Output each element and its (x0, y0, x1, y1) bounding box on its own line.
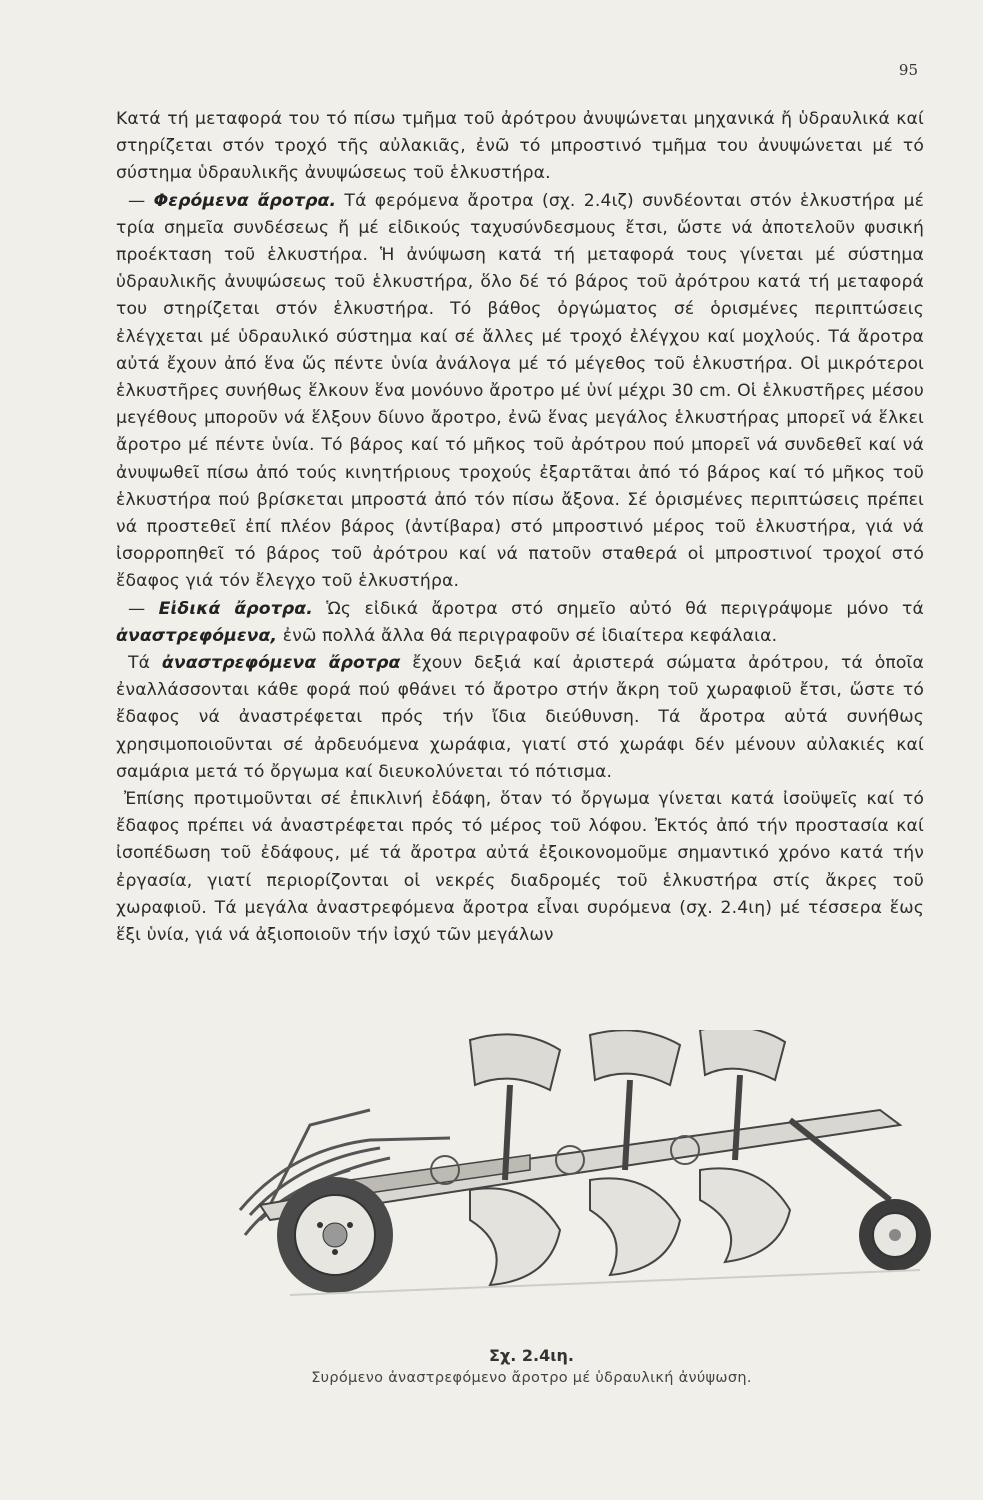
paragraph-1: Κατά τή μεταφορά του τό πίσω τμῆμα τοῦ ἀρότρου ἀνυψώνεται μηχανικά ἤ ὑδραυλικά καί στηρίζεται στόν τροχό τῆς αὐλακιᾶς, ἐνῶ τό μπροστινό τμῆμα του ἀνυψώνεται μέ τό σύστημα ὑδραυλικῆς ἀνυψώσεως τοῦ ἑλκυστήρα. (116, 109, 924, 184)
paragraph-5: Ἐπίσης προτιμοῦνται σέ ἐπικλινή ἐδάφη, ὅταν τό ὄργωμα γίνεται κατά ἰσοϋψεῖς καί τό ἔδαφος πρέπει νά ἀναστρέφεται πρός τό μέρος τοῦ λόφου. Ἐκτός ἀπό τήν προστασία καί ἰσοπέδωση τοῦ ἐδάφους, μέ τά ἄροτρα αὐτά ἐξοικονομοῦμε σημαντικό χρόνο κατά τήν ἐργασία, γιατί περιορίζονται οἱ νεκρές διαδρομές τοῦ ἑλκυστήρα στίς ἄκρες τοῦ χωραφιοῦ. Τά μεγάλα ἀναστρεφόμενα ἄροτρα εἶναι συρόμενα (σχ. 2.4ιη) μέ τέσσερα ἕως ἕξι ὑνία, γιά νά ἀξιοποιοῦν τήν ἰσχύ τῶν μεγάλων (116, 789, 924, 946)
figure-label: Σχ. 2.4ιη. (489, 1346, 574, 1365)
section-heading-special-ploughs: Εἰδικά ἄροτρα. (158, 598, 313, 619)
plough-illustration (230, 1030, 935, 1330)
body-text (116, 106, 924, 949)
emphasis-reversible: ἀναστρεφόμενα, (116, 625, 278, 646)
wheel-rear (859, 1199, 931, 1271)
plough-drawing (230, 1030, 935, 1330)
paragraph-4-text-a: Τά (128, 653, 162, 674)
wheel-left (277, 1177, 393, 1293)
paragraph-3-text-b: ἐνῶ πολλά ἄλλα θά περιγραφοῦν σέ ἰδιαίτερα κεφάλαια. (277, 625, 778, 646)
paragraph-4-text-b: ἔχουν δεξιά καί ἀριστερά σώματα ἀρότρου, τά ὁποῖα ἐναλλάσσονται κάθε φορά πού φθάνει τό ἄροτρο στήν ἄκρη τοῦ χωραφιοῦ ἔτσι, ὥστε τό ἔδαφος νά ἀναστρέφεται πρός τήν ἴδια διεύθυνση. Τά ἄροτρα αὐτά συνήθως χρησιμοποιοῦνται σέ ἀρδευόμενα χωράφια, γιατί στό χωράφι δέν μένουν αὐλακιές καί σαμάρια μετά τό ὄργωμα καί διευκολύνεται τό πότισμα. (116, 653, 924, 782)
paragraph-3-text-a: Ὡς εἰδικά ἄροτρα στό σημεῖο αὐτό θά περιγράψομε μόνο τά (312, 598, 924, 619)
dash: — (128, 190, 154, 211)
paragraph-3 (116, 596, 924, 650)
emphasis-reversible-ploughs: ἀναστρεφόμενα ἄροτρα (161, 653, 401, 674)
paragraph-4 (116, 650, 924, 786)
figure-caption: Συρόμενο ἀναστρεφόμενο ἄροτρο μέ ὑδραυλική ἀνύψωση. (311, 1370, 752, 1386)
paragraph-2 (116, 188, 924, 596)
page-number: 95 (898, 61, 918, 79)
paragraph-2-text: Τά φερόμενα ἄροτρα (σχ. 2.4ιζ) συνδέονται στόν ἑλκυστήρα μέ τρία σημεῖα συνδέσεως ἤ μέ εἰδικούς ταχυσύνδεσμους ἔτσι, ὥστε νά ἀποτελοῦν φυσική προέκταση τοῦ ἑλκυστήρα. Ἡ ἀνύψωση κατά τή μεταφορά τους γίνεται μέ σύστημα ὑδραυλικῆς ἀνυψώσεως τοῦ ἑλκυστήρα, ὅλο δέ τό βάρος τοῦ ἀρότρου κατά τή μεταφορά του στηρίζεται στόν ἑλκυστήρα. Τό βάθος ὀργώματος σέ ὁρισμένες περιπτώσεις ἐλέγχεται μέ ὑδραυλικό σύστημα καί σέ ἄλλες μέ τροχό ἐλέγχου καί μοχλούς. Τά ἄροτρα αὐτά ἔχουν ἀπό ἕνα ὥς πέντε ὑνία ἀνάλογα μέ τό μέγεθος τοῦ ἑλκυστήρα. Οἱ μικρότεροι ἑλκυστῆρες συνήθως ἕλκουν ἕνα μονόυνο ἄροτρο μέ ὑνί μέχρι 30 cm. Οἱ ἑλκυστῆρες μέσου μεγέθους μποροῦν νά ἕλξουν δίυνο ἄροτρο, ἐνῶ ἕνας μεγάλος ἑλκυστήρας μπορεῖ νά ἕλκει ἄροτρο μέ πέντε ὑνία. Τό βάρος καί τό μῆκος τοῦ ἀρότρου πού μπορεῖ νά συνδεθεῖ καί νά ἀνυψωθεῖ πίσω ἀπό τούς κινητήριους τροχούς ἐξαρτᾶται ἀπό τό βάρος καί τό μῆκος τοῦ ἑλκυστήρα πού βρίσκεται μπροστά ἀπό τόν πίσω ἄξονα. Σέ ὁρισμένες περιπτώσεις πρέπει νά προστεθεῖ ἐπί πλέον βάρος (ἀντίβαρα) στό μπροστινό μέρος τοῦ ἑλκυστήρα, γιά νά ἰσορροπηθεῖ τό βάρος τοῦ ἀρότρου καί νά πατοῦν σταθερά οἱ μπροστινοί τροχοί στό ἔδαφος γιά τόν ἔλεγχο τοῦ ἑλκυστήρα. (116, 190, 925, 592)
dash: — (128, 598, 159, 619)
section-heading-mounted-ploughs: Φερόμενα ἄροτρα. (153, 190, 337, 211)
